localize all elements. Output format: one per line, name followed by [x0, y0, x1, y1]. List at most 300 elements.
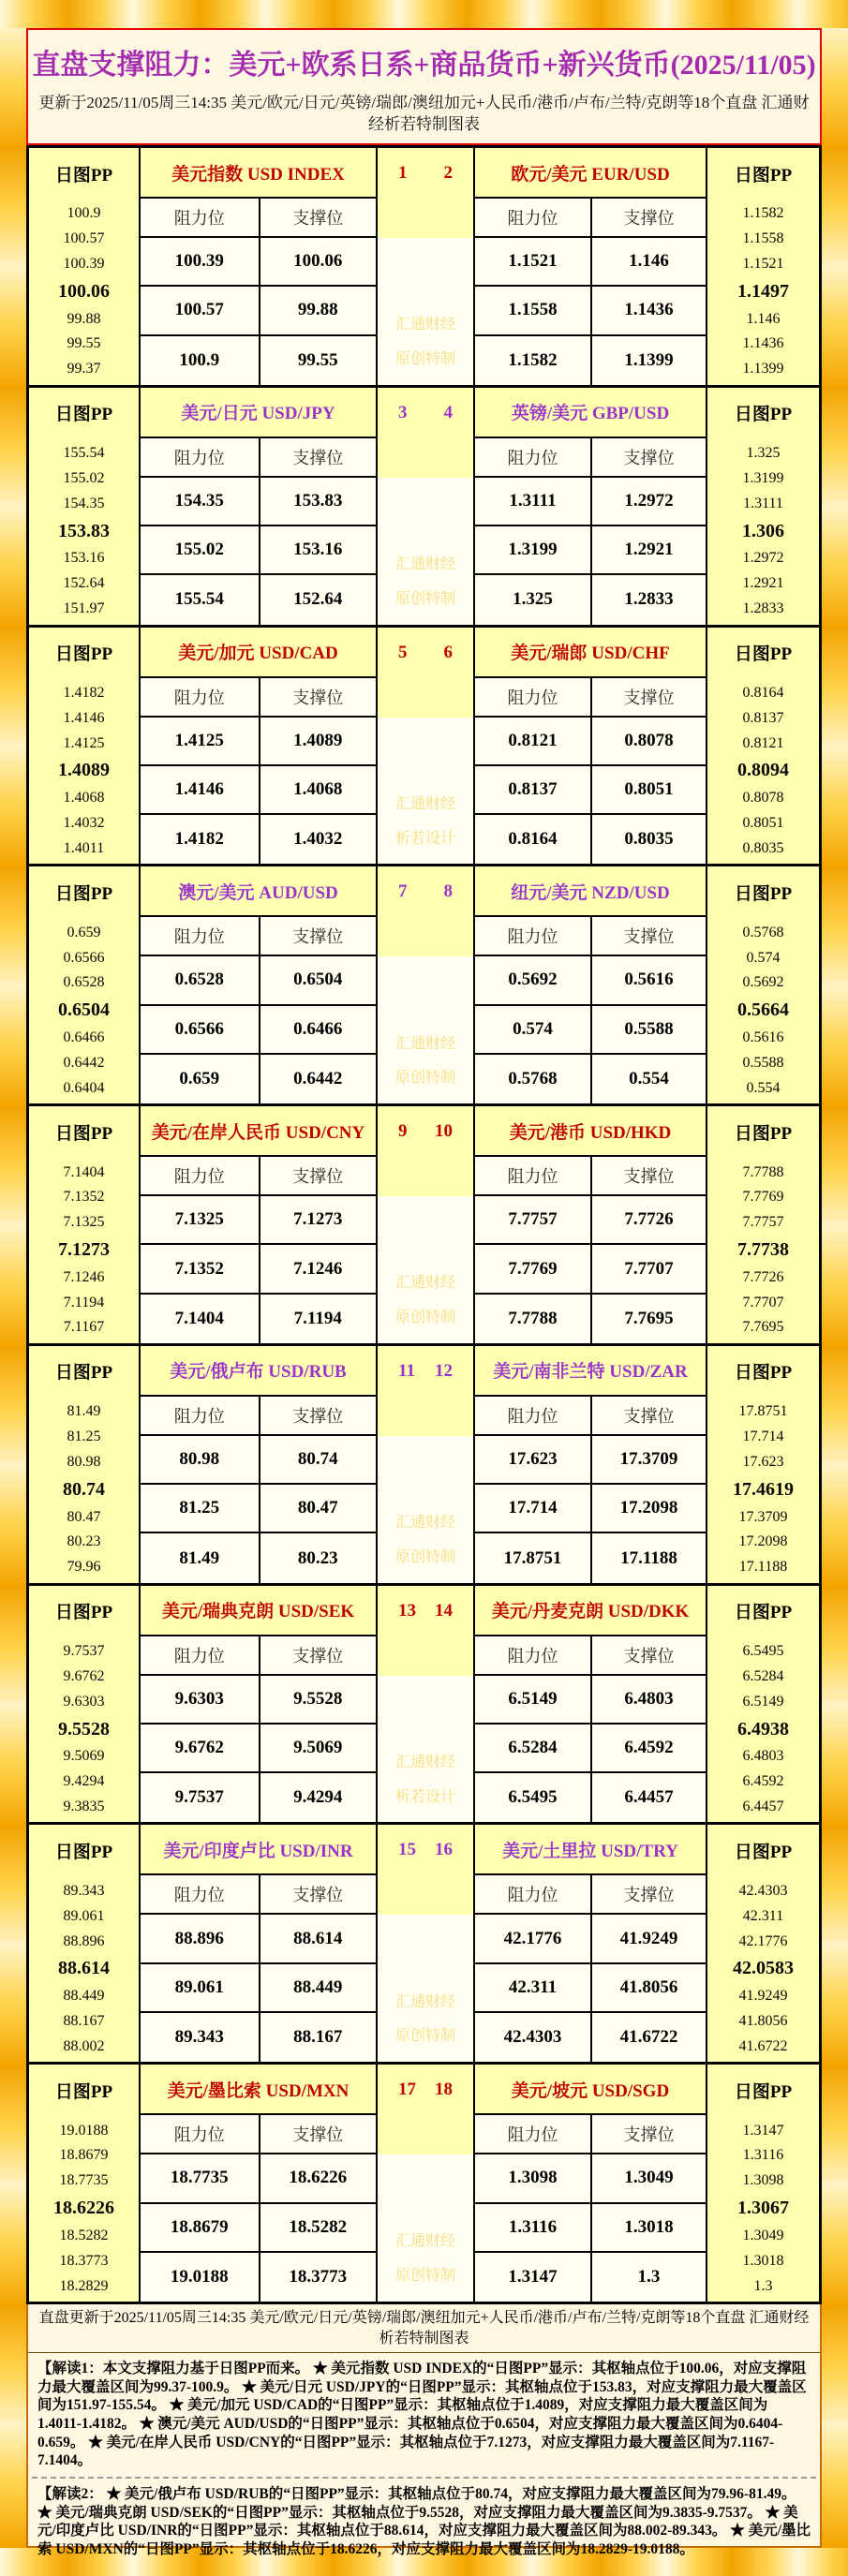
center-column	[376, 438, 473, 625]
pair-right-table	[473, 1397, 706, 1583]
pp-value: 100.57	[63, 230, 105, 247]
center-column	[376, 2115, 473, 2302]
pp-value: 7.7769	[742, 1189, 784, 1206]
resistance-value: 9.6303	[141, 1676, 259, 1725]
support-value: 7.7695	[590, 1295, 706, 1343]
resistance-value: 7.7788	[508, 1308, 558, 1328]
pp-right-column	[706, 678, 819, 865]
pp-value: 7.7695	[742, 1319, 784, 1336]
pair-index	[376, 1106, 473, 1157]
note-1: 【解读1：本文支撑阻力基于日图PP而来。 ★ 美元指数 USD INDEX的“日图PP”显示：其枢轴点位于100.06，对应支撑阻力最大覆盖区间为99.37-100.9。 ★ 美元/日元 USD/JPY的“日图PP”显示：其枢轴点位于153.83，对应支撑阻力最大覆盖区间为151.97-155.54。 ★ 美元/加元 USD/CAD的“日图PP”显示：其枢轴点位于1.4089，对应支撑阻力最大覆盖区间为1.4011-1.4182。 ★ 澳元/美元 AUD/USD的“日图PP”显示：其枢轴点位于0.6504，对应支撑阻力最大覆盖区间为0.6404-0.659。 ★ 美元/在岸人民币 USD/CNY的“日图PP”显示：其枢轴点位于7.1273，对应支撑阻力最大覆盖区间为7.1167-7.1404。	[37, 2361, 807, 2469]
pp-header-right: 日图PP	[706, 1586, 819, 1636]
pp-value: 1.146	[746, 310, 781, 327]
support-header: 支撑位	[590, 1636, 706, 1676]
watermark-line: 汇通财经	[394, 1515, 455, 1532]
resistance-header: 阻力位	[475, 1875, 590, 1915]
resistance-value: 42.4303	[503, 2027, 562, 2048]
pp-value: 89.061	[63, 1907, 105, 1924]
pp-left-column	[29, 1157, 139, 1343]
resistance-value: 0.574	[475, 1006, 590, 1055]
support-header: 支撑位	[259, 2115, 377, 2154]
support-header: 支撑位	[259, 199, 377, 238]
pp-header-right: 日图PP	[706, 1346, 819, 1397]
pair-left-table	[139, 199, 376, 385]
pp-value: 18.5282	[59, 2227, 109, 2243]
support-value: 18.3773	[259, 2253, 377, 2302]
pp-pivot-value: 88.614	[58, 1958, 110, 1979]
index-number-left: 7	[398, 881, 408, 902]
watermark-line: 原创特制	[394, 2028, 455, 2045]
pp-value: 100.39	[63, 256, 105, 273]
pp-value: 89.343	[63, 1882, 105, 1899]
index-number-left: 13	[398, 1600, 416, 1621]
index-number-right: 14	[435, 1600, 453, 1621]
resistance-value: 0.5768	[508, 1068, 558, 1088]
pair-right-title: 纽元/美元 NZD/USD	[473, 866, 706, 917]
pp-value: 0.554	[746, 1079, 781, 1096]
support-value: 80.74	[259, 1436, 377, 1485]
pp-right-column	[706, 1397, 819, 1583]
watermark-line: 汇通财经	[394, 1754, 455, 1770]
support-value: 17.1188	[590, 1533, 706, 1582]
resistance-header: 阻力位	[141, 1397, 259, 1436]
pp-value: 9.7537	[63, 1643, 105, 1660]
notes-region	[26, 2304, 822, 2558]
center-column	[376, 1157, 473, 1343]
resistance-value: 7.7757	[475, 1196, 590, 1245]
resistance-value: 1.1521	[475, 238, 590, 287]
center-yellow-strip	[378, 917, 473, 956]
center-column	[376, 1636, 473, 1823]
support-value: 0.554	[590, 1055, 706, 1103]
pp-value: 1.4011	[63, 839, 105, 856]
currency-block	[29, 2065, 819, 2302]
watermark	[378, 1986, 473, 2063]
pp-value: 7.7788	[742, 1163, 784, 1180]
support-value: 41.8056	[590, 1964, 706, 2013]
index-number-left: 9	[398, 1121, 408, 1142]
pair-left-title: 美元/在岸人民币 USD/CNY	[139, 1106, 376, 1157]
center-yellow-strip	[378, 678, 473, 718]
resistance-value: 1.3111	[475, 478, 590, 526]
support-value: 88.614	[259, 1915, 377, 1963]
resistance-value: 100.9	[179, 349, 220, 370]
pair-left-table	[139, 438, 376, 625]
pair-index	[376, 628, 473, 678]
pp-value: 81.49	[67, 1403, 101, 1420]
pp-value: 9.4294	[63, 1773, 105, 1790]
center-yellow-strip	[378, 1875, 473, 1915]
pair-right-table	[473, 678, 706, 865]
pp-value: 41.8056	[738, 2012, 788, 2029]
support-value: 41.9249	[590, 1915, 706, 1963]
pp-pivot-value: 9.5528	[58, 1718, 110, 1740]
pair-index	[376, 148, 473, 199]
pp-right-column	[706, 917, 819, 1103]
watermark-line: 原创特制	[394, 1070, 455, 1087]
pp-value: 7.1194	[63, 1294, 105, 1310]
resistance-value: 7.1325	[141, 1196, 259, 1245]
pp-header-right: 日图PP	[706, 866, 819, 917]
support-header: 支撑位	[259, 1875, 377, 1915]
watermark-line: 汇通财经	[394, 795, 455, 812]
pp-pivot-value: 0.5664	[737, 999, 789, 1021]
pp-value: 0.8137	[742, 709, 784, 726]
pp-pivot-value: 1.306	[742, 520, 784, 541]
watermark-line: 原创特制	[394, 350, 455, 367]
pp-value: 0.5588	[742, 1054, 784, 1071]
pp-header-left: 日图PP	[29, 866, 139, 917]
pp-value: 7.7726	[742, 1268, 784, 1285]
pp-right-column	[706, 199, 819, 385]
support-value: 1.2833	[590, 575, 706, 624]
pp-value: 6.4592	[742, 1773, 784, 1790]
index-number-left: 11	[398, 1360, 415, 1381]
pp-value: 17.8751	[738, 1403, 788, 1420]
pp-value: 1.1436	[742, 335, 784, 352]
pp-value: 6.5284	[742, 1667, 784, 1684]
pp-value: 17.3709	[738, 1508, 788, 1525]
pp-header-right: 日图PP	[706, 2065, 819, 2115]
pp-value: 80.47	[67, 1508, 101, 1525]
blocks-region	[26, 145, 822, 2304]
pp-value: 1.4125	[63, 734, 105, 751]
resistance-value: 7.1404	[174, 1308, 224, 1328]
pp-value: 18.2829	[59, 2277, 109, 2294]
watermark-line: 析若设计	[394, 1788, 455, 1805]
pp-value: 155.54	[63, 445, 105, 462]
resistance-header: 阻力位	[141, 917, 259, 956]
support-value: 17.2098	[590, 1485, 706, 1533]
support-header: 支撑位	[590, 917, 706, 956]
index-number-right: 6	[443, 642, 453, 662]
resistance-value: 18.8679	[141, 2204, 259, 2253]
resistance-value: 100.39	[141, 238, 259, 287]
gold-frame-right	[822, 28, 848, 2548]
pp-right-column	[706, 1636, 819, 1823]
pair-right-table	[473, 1157, 706, 1343]
support-value: 0.8078	[590, 718, 706, 766]
support-value: 153.83	[259, 478, 377, 526]
pair-left-table	[139, 2115, 376, 2302]
pp-header-left: 日图PP	[29, 2065, 139, 2115]
resistance-value: 6.5149	[475, 1676, 590, 1725]
resistance-value: 0.8137	[475, 766, 590, 815]
pp-pivot-value: 7.7738	[737, 1238, 789, 1260]
watermark-line: 原创特制	[394, 1310, 455, 1326]
pp-left-column	[29, 1875, 139, 2062]
resistance-value: 1.4146	[141, 766, 259, 815]
pp-value: 154.35	[63, 495, 105, 511]
pp-pivot-value: 0.8094	[737, 760, 789, 781]
footer-update-line: 直盘更新于2025/11/05周三14:35 美元/欧元/日元/英镑/瑞郎/澳纽加元+人民币/港币/卢布/兰特/克朗等18个直盘 汇通财经析若特制图表	[28, 2304, 820, 2353]
resistance-header: 阻力位	[475, 917, 590, 956]
support-value: 1.3018	[590, 2204, 706, 2253]
pp-value: 88.167	[63, 2012, 105, 2029]
support-value: 153.16	[259, 526, 377, 575]
support-header: 支撑位	[590, 1875, 706, 1915]
resistance-value: 1.325	[513, 589, 553, 610]
resistance-value: 19.0188	[170, 2266, 229, 2287]
pair-left-table	[139, 1157, 376, 1343]
pp-header-left: 日图PP	[29, 1586, 139, 1636]
currency-block	[29, 1825, 819, 2065]
pp-left-column	[29, 1636, 139, 1823]
support-value: 88.167	[259, 2013, 377, 2062]
currency-block	[29, 1346, 819, 1586]
pp-value: 17.714	[742, 1429, 784, 1445]
pp-right-column	[706, 2115, 819, 2302]
resistance-value: 89.343	[174, 2027, 224, 2048]
support-value: 0.5616	[590, 956, 706, 1005]
pp-value: 41.9249	[738, 1988, 788, 2005]
support-value: 18.6226	[259, 2154, 377, 2203]
resistance-value: 0.8121	[475, 718, 590, 766]
pp-value: 17.1188	[738, 1559, 788, 1576]
support-value: 0.8035	[590, 815, 706, 864]
pp-value: 88.449	[63, 1988, 105, 2005]
pp-value: 42.311	[742, 1907, 784, 1924]
index-number-right: 16	[435, 1840, 453, 1860]
pp-value: 0.5616	[742, 1029, 784, 1045]
pp-value: 1.2833	[742, 600, 784, 617]
pair-left-title: 美元/墨比索 USD/MXN	[139, 2065, 376, 2115]
support-value: 1.4032	[259, 815, 377, 864]
support-value: 1.3049	[590, 2154, 706, 2203]
support-value: 17.3709	[590, 1436, 706, 1485]
pp-value: 1.1558	[742, 230, 784, 247]
support-value: 6.4592	[590, 1725, 706, 1773]
support-value: 7.1194	[259, 1295, 377, 1343]
pp-value: 151.97	[63, 600, 105, 617]
pp-value: 1.3199	[742, 470, 784, 486]
resistance-value: 81.49	[179, 1547, 220, 1568]
watermark-line: 汇通财经	[394, 2233, 455, 2250]
center-column	[376, 199, 473, 385]
resistance-value: 0.6566	[141, 1006, 259, 1055]
pp-value: 0.6466	[63, 1029, 105, 1045]
pair-right-title: 美元/南非兰特 USD/ZAR	[473, 1346, 706, 1397]
support-value: 6.4803	[590, 1676, 706, 1725]
resistance-value: 6.5495	[508, 1787, 558, 1808]
support-value: 1.4068	[259, 766, 377, 815]
pp-header-right: 日图PP	[706, 388, 819, 438]
pp-value: 153.16	[63, 550, 105, 567]
watermark	[378, 308, 473, 385]
pp-left-column	[29, 2115, 139, 2302]
pp-header-left: 日图PP	[29, 1346, 139, 1397]
pp-value: 79.96	[67, 1559, 101, 1576]
pp-value: 7.1325	[63, 1214, 105, 1231]
pp-value: 1.325	[746, 445, 781, 462]
currency-block	[29, 148, 819, 388]
support-value: 1.2972	[590, 478, 706, 526]
resistance-value: 1.3147	[508, 2266, 558, 2287]
pp-value: 1.3111	[743, 495, 783, 511]
pp-header-right: 日图PP	[706, 148, 819, 199]
support-value: 9.5069	[259, 1725, 377, 1773]
pp-value: 0.574	[746, 949, 781, 966]
index-number-left: 3	[398, 402, 408, 422]
resistance-value: 17.623	[475, 1436, 590, 1485]
pp-value: 99.37	[67, 361, 101, 378]
currency-block	[29, 628, 819, 867]
center-yellow-strip	[378, 438, 473, 478]
header-box	[26, 28, 822, 145]
pp-value: 0.6442	[63, 1054, 105, 1071]
pp-pivot-value: 80.74	[63, 1478, 105, 1500]
pp-value: 18.7735	[59, 2172, 109, 2189]
pair-right-table	[473, 1875, 706, 2062]
pp-value: 0.8164	[742, 684, 784, 701]
support-value: 1.4089	[259, 718, 377, 766]
pp-value: 18.8679	[59, 2147, 109, 2164]
pp-value: 7.7707	[742, 1294, 784, 1310]
support-header: 支撑位	[259, 438, 377, 478]
support-value: 1.2921	[590, 526, 706, 575]
pp-value: 1.3098	[742, 2172, 784, 2189]
resistance-value: 6.5284	[475, 1725, 590, 1773]
pair-index	[376, 866, 473, 917]
support-header: 支撑位	[590, 199, 706, 238]
pair-left-table	[139, 917, 376, 1103]
index-number-right: 8	[443, 881, 453, 902]
pp-pivot-value: 7.1273	[58, 1238, 110, 1260]
pp-value: 6.4457	[742, 1798, 784, 1814]
resistance-header: 阻力位	[141, 678, 259, 718]
resistance-value: 7.1352	[141, 1245, 259, 1294]
pp-value: 88.002	[63, 2037, 105, 2054]
resistance-value: 1.4125	[141, 718, 259, 766]
resistance-value: 1.3116	[475, 2204, 590, 2253]
pp-value: 17.623	[742, 1453, 784, 1470]
resistance-header: 阻力位	[141, 1875, 259, 1915]
resistance-header: 阻力位	[475, 1397, 590, 1436]
pair-left-title: 美元/俄卢布 USD/RUB	[139, 1346, 376, 1397]
watermark-line: 汇通财经	[394, 317, 455, 333]
resistance-header: 阻力位	[141, 438, 259, 478]
pp-header-left: 日图PP	[29, 628, 139, 678]
pp-value: 7.1246	[63, 1268, 105, 1285]
support-value: 88.449	[259, 1964, 377, 2013]
support-header: 支撑位	[259, 678, 377, 718]
support-value: 1.3	[590, 2253, 706, 2302]
page-subtitle: 更新于2025/11/05周三14:35 美元/欧元/日元/英镑/瑞郎/澳纽加元+人民币/港币/卢布/兰特/克朗等18个直盘 汇通财经析若特制图表	[38, 94, 810, 133]
resistance-value: 0.8164	[508, 829, 558, 850]
support-header: 支撑位	[259, 1397, 377, 1436]
pair-right-table	[473, 2115, 706, 2302]
pair-left-title: 美元/瑞典克朗 USD/SEK	[139, 1586, 376, 1636]
watermark	[378, 1746, 473, 1823]
pp-value: 0.8121	[742, 734, 784, 751]
pp-value: 1.3049	[742, 2227, 784, 2243]
center-yellow-strip	[378, 199, 473, 238]
pair-right-title: 美元/土里拉 USD/TRY	[473, 1825, 706, 1875]
support-value: 7.7707	[590, 1245, 706, 1294]
watermark-line: 析若设计	[394, 830, 455, 847]
pp-pivot-value: 6.4938	[737, 1718, 789, 1740]
support-value: 80.23	[259, 1533, 377, 1582]
pp-header-right: 日图PP	[706, 628, 819, 678]
pp-header-left: 日图PP	[29, 388, 139, 438]
pp-value: 7.7757	[742, 1214, 784, 1231]
support-value: 0.6504	[259, 956, 377, 1005]
center-column	[376, 1875, 473, 2062]
pair-index	[376, 2065, 473, 2115]
pair-right-title: 美元/港币 USD/HKD	[473, 1106, 706, 1157]
pp-value: 1.2921	[742, 575, 784, 592]
center-yellow-strip	[378, 2115, 473, 2154]
gold-frame-top	[0, 0, 848, 28]
pair-right-title: 美元/瑞郎 USD/CHF	[473, 628, 706, 678]
resistance-header: 阻力位	[141, 2115, 259, 2154]
pp-header-left: 日图PP	[29, 1825, 139, 1875]
support-header: 支撑位	[259, 1157, 377, 1196]
pp-value: 1.4032	[63, 815, 105, 832]
support-value: 0.6466	[259, 1006, 377, 1055]
pp-value: 1.3	[753, 2277, 773, 2294]
pp-pivot-value: 18.6226	[53, 2198, 114, 2219]
support-value: 9.5528	[259, 1676, 377, 1725]
pair-left-title: 澳元/美元 AUD/USD	[139, 866, 376, 917]
resistance-value: 1.3199	[475, 526, 590, 575]
pair-left-table	[139, 1636, 376, 1823]
support-value: 6.4457	[590, 1773, 706, 1822]
index-number-right: 2	[443, 163, 453, 183]
pair-left-table	[139, 678, 376, 865]
pp-pivot-value: 42.0583	[733, 1958, 794, 1979]
index-number-left: 5	[398, 642, 408, 662]
resistance-value: 89.061	[141, 1964, 259, 2013]
resistance-value: 18.7735	[141, 2154, 259, 2203]
resistance-value: 7.7769	[475, 1245, 590, 1294]
currency-block	[29, 1586, 819, 1826]
pp-value: 81.25	[67, 1429, 101, 1445]
pp-left-column	[29, 678, 139, 865]
resistance-header: 阻力位	[475, 2115, 590, 2154]
pp-left-column	[29, 917, 139, 1103]
pp-value: 7.1352	[63, 1189, 105, 1206]
support-value: 7.1246	[259, 1245, 377, 1294]
watermark	[378, 1266, 473, 1343]
pp-value: 19.0188	[59, 2122, 109, 2139]
pp-value: 99.88	[67, 310, 101, 327]
resistance-value: 9.6762	[141, 1725, 259, 1773]
pp-value: 100.9	[67, 205, 101, 222]
center-yellow-strip	[378, 1636, 473, 1676]
pair-left-title: 美元/加元 USD/CAD	[139, 628, 376, 678]
support-value: 0.6442	[259, 1055, 377, 1103]
resistance-value: 154.35	[141, 478, 259, 526]
index-number-right: 12	[435, 1360, 453, 1381]
pp-value: 18.3773	[59, 2252, 109, 2269]
resistance-value: 1.1558	[475, 287, 590, 335]
resistance-value: 17.8751	[503, 1547, 562, 1568]
pp-header-right: 日图PP	[706, 1106, 819, 1157]
pair-left-title: 美元/印度卢比 USD/INR	[139, 1825, 376, 1875]
pair-right-table	[473, 438, 706, 625]
pp-value: 80.23	[67, 1533, 101, 1550]
watermark-line: 原创特制	[394, 590, 455, 607]
pp-right-column	[706, 1875, 819, 2062]
support-header: 支撑位	[590, 2115, 706, 2154]
index-number-right: 4	[443, 402, 453, 422]
support-value: 0.5588	[590, 1006, 706, 1055]
resistance-value: 155.54	[174, 589, 224, 610]
watermark-line: 汇通财经	[394, 1035, 455, 1052]
center-yellow-strip	[378, 1397, 473, 1436]
center-yellow-strip	[378, 1157, 473, 1196]
